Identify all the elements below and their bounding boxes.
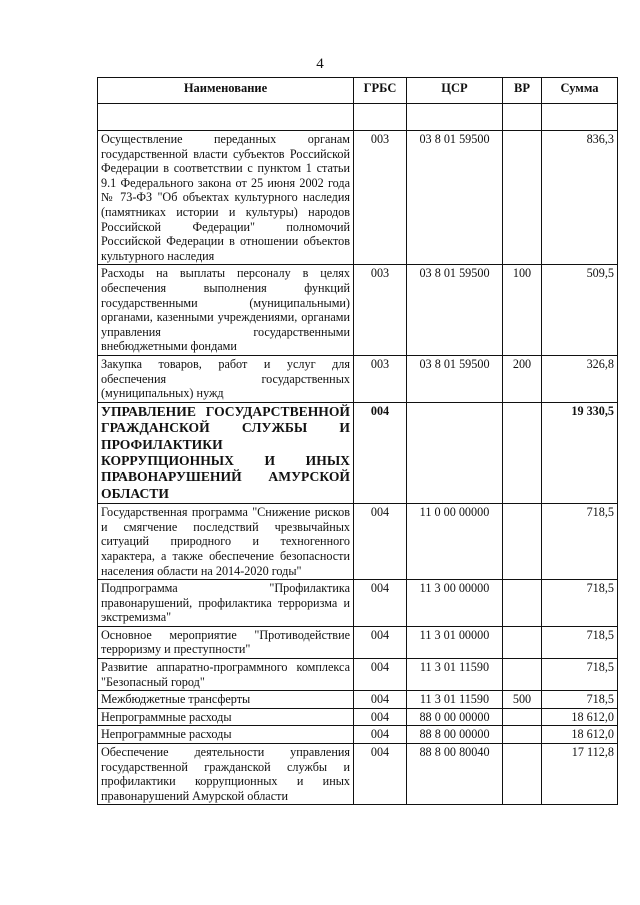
row-sum-cell: 718,5 (542, 691, 618, 709)
row-vr-cell (503, 580, 542, 627)
row-grbs-cell: 004 (354, 726, 407, 744)
table-header-row (98, 78, 618, 104)
row-vr-cell (503, 131, 542, 265)
table-row (98, 580, 618, 627)
row-vr-cell: 500 (503, 691, 542, 709)
row-csr-cell: 88 8 00 80040 (407, 744, 503, 805)
row-vr-cell (503, 626, 542, 658)
row-sum-cell: 718,5 (542, 580, 618, 627)
spacer-cell (407, 104, 503, 131)
table-row (98, 708, 618, 726)
row-grbs-cell: 004 (354, 708, 407, 726)
header-csr: ЦСР (407, 78, 503, 104)
table-row (98, 626, 618, 658)
row-sum-cell: 509,5 (542, 265, 618, 356)
row-vr-cell (503, 402, 542, 503)
header-vr: ВР (503, 78, 542, 104)
row-grbs-cell: 004 (354, 626, 407, 658)
row-name-cell: Закупка товаров, работ и услуг для обеспечения государственных (муниципальных) нужд (98, 355, 354, 402)
row-csr-cell: 03 8 01 59500 (407, 131, 503, 265)
row-name-cell: Основное мероприятие "Противодействие терроризму и преступности" (98, 626, 354, 658)
row-vr-cell (503, 726, 542, 744)
row-name-cell: Межбюджетные трансферты (98, 691, 354, 709)
row-grbs-cell: 003 (354, 265, 407, 356)
row-csr-cell: 03 8 01 59500 (407, 265, 503, 356)
table-row (98, 131, 618, 265)
table-row (98, 691, 618, 709)
table-row (98, 744, 618, 805)
row-name-cell: Подпрограмма "Профилактика правонарушений, профилактика терроризма и экстремизма" (98, 580, 354, 627)
row-grbs-cell: 004 (354, 744, 407, 805)
row-vr-cell (503, 708, 542, 726)
budget-table (97, 77, 618, 805)
row-csr-cell: 03 8 01 59500 (407, 355, 503, 402)
row-csr-cell (407, 402, 503, 503)
row-csr-cell: 88 0 00 00000 (407, 708, 503, 726)
row-sum-cell: 18 612,0 (542, 726, 618, 744)
spacer-row (98, 104, 618, 131)
row-grbs-cell: 004 (354, 659, 407, 691)
row-sum-cell: 718,5 (542, 504, 618, 580)
row-sum-cell: 718,5 (542, 659, 618, 691)
header-name: Наименование (98, 78, 354, 104)
row-name-cell: Расходы на выплаты персоналу в целях обеспечения выполнения функций государственными (муниципальными) органами, казенными учреждениями, органами управления государственными внебюджетными фондами (98, 265, 354, 356)
row-name-cell: Осуществление переданных органам государственной власти субъектов Российской Федерации в соответствии с пунктом 1 статьи 9.1 Федерального закона от 25 июня 2002 года № 73-ФЗ "Об объектах культурного наследия (памятниках истории и культуры) народов Российской Федерации" полномочий Российской Федерации в отношении объектов культурного наследия (98, 131, 354, 265)
row-grbs-cell: 003 (354, 131, 407, 265)
row-name-cell: Непрограммные расходы (98, 726, 354, 744)
header-sum: Сумма (542, 78, 618, 104)
row-name-cell: Государственная программа "Снижение рисков и смягчение последствий чрезвычайных ситуаций природного и техногенного характера, а также обеспечение безопасности населения области на 2014-2020 годы" (98, 504, 354, 580)
row-name-cell: УПРАВЛЕНИЕ ГОСУДАРСТВЕННОЙ ГРАЖДАНСКОЙ СЛУЖБЫ И ПРОФИЛАКТИКИ КОРРУПЦИОННЫХ И ИНЫХ ПРАВОНАРУШЕНИЙ АМУРСКОЙ ОБЛАСТИ (98, 402, 354, 503)
row-csr-cell: 11 3 00 00000 (407, 580, 503, 627)
row-sum-cell: 718,5 (542, 626, 618, 658)
table-row (98, 265, 618, 356)
row-sum-cell: 19 330,5 (542, 402, 618, 503)
row-name-cell: Непрограммные расходы (98, 708, 354, 726)
row-sum-cell: 326,8 (542, 355, 618, 402)
row-grbs-cell: 004 (354, 504, 407, 580)
row-vr-cell (503, 504, 542, 580)
row-sum-cell: 17 112,8 (542, 744, 618, 805)
page-number: 4 (316, 56, 324, 72)
row-name-cell: Обеспечение деятельности управления государственной гражданской службы и профилактики коррупционных и иных правонарушений Амурской области (98, 744, 354, 805)
row-vr-cell (503, 659, 542, 691)
row-sum-cell: 836,3 (542, 131, 618, 265)
row-csr-cell: 11 0 00 00000 (407, 504, 503, 580)
row-vr-cell (503, 744, 542, 805)
table-row (98, 504, 618, 580)
row-grbs-cell: 004 (354, 402, 407, 503)
row-csr-cell: 11 3 01 00000 (407, 626, 503, 658)
spacer-cell (542, 104, 618, 131)
spacer-cell (503, 104, 542, 131)
row-csr-cell: 11 3 01 11590 (407, 691, 503, 709)
row-csr-cell: 11 3 01 11590 (407, 659, 503, 691)
row-vr-cell: 100 (503, 265, 542, 356)
row-vr-cell: 200 (503, 355, 542, 402)
spacer-cell (354, 104, 407, 131)
row-csr-cell: 88 8 00 00000 (407, 726, 503, 744)
table-row (98, 726, 618, 744)
header-grbs: ГРБС (354, 78, 407, 104)
row-name-cell: Развитие аппаратно-программного комплекса "Безопасный город" (98, 659, 354, 691)
row-grbs-cell: 003 (354, 355, 407, 402)
table-row (98, 355, 618, 402)
row-grbs-cell: 004 (354, 580, 407, 627)
row-grbs-cell: 004 (354, 691, 407, 709)
spacer-cell (98, 104, 354, 131)
table-row (98, 659, 618, 691)
table-row (98, 402, 618, 503)
row-sum-cell: 18 612,0 (542, 708, 618, 726)
